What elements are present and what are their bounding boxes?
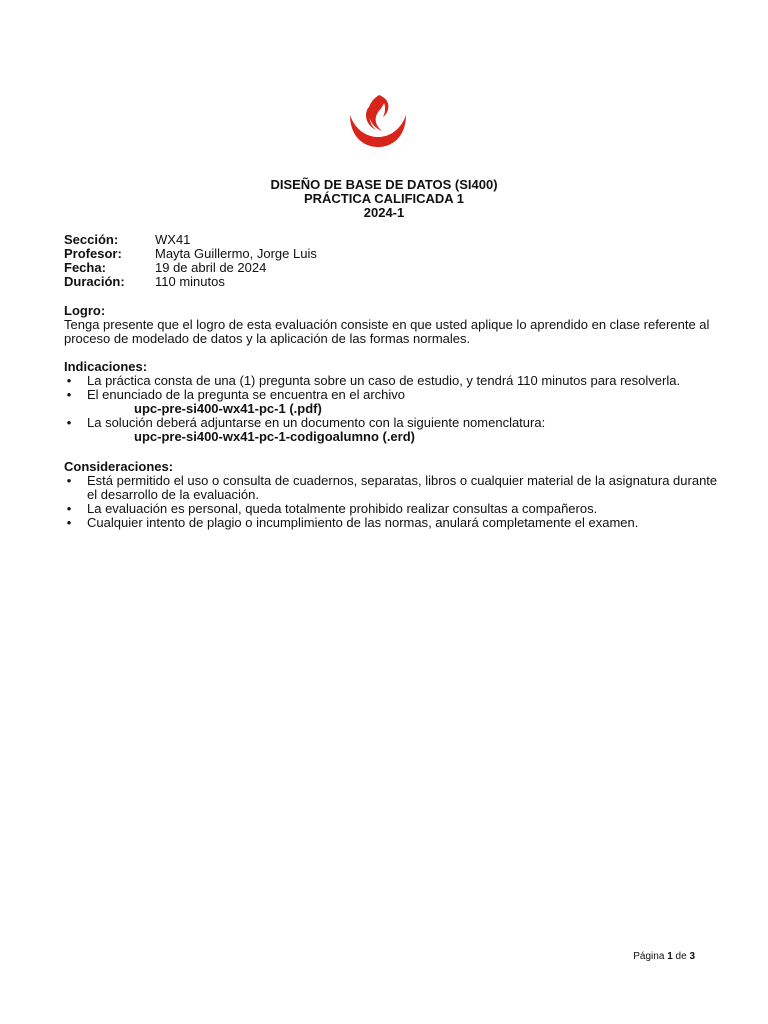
indicaciones-list [64, 374, 724, 444]
bullet-icon: • [66, 473, 72, 488]
list-item-text: El enunciado de la pregunta se encuentra en el archivo [87, 387, 405, 402]
seccion-value: WX41 [155, 232, 191, 247]
list-item-text: Está permitido el uso o consulta de cuadernos, separatas, libros o cualquier material de la asignatura durante el desarrollo de la evaluación. [87, 473, 718, 502]
bullet-icon: • [66, 373, 72, 388]
fecha-label: Fecha: [64, 260, 106, 275]
profesor-row [64, 247, 317, 261]
indicaciones-section [64, 360, 724, 444]
seccion-label: Sección: [64, 232, 119, 247]
bullet-icon: • [66, 387, 72, 402]
exam-info [64, 233, 317, 289]
duracion-label: Duración: [64, 274, 125, 289]
list-item-text: La solución deberá adjuntarse en un documento con la siguiente nomenclatura: [87, 415, 546, 430]
consideraciones-list [64, 474, 724, 530]
document-title [0, 178, 768, 220]
list-item [64, 416, 724, 444]
list-item [64, 474, 724, 502]
course-title: DISEÑO DE BASE DE DATOS (SI400) [270, 177, 498, 192]
duracion-value: 110 minutos [155, 274, 225, 289]
profesor-label: Profesor: [64, 246, 122, 261]
bullet-icon: • [66, 415, 72, 430]
logro-heading: Logro: [64, 303, 106, 318]
duracion-row [64, 275, 317, 289]
logro-section [64, 304, 724, 346]
list-item-text: La evaluación es personal, queda totalmente prohibido realizar consultas a compañeros. [87, 501, 598, 516]
erd-filename: upc-pre-si400-wx41-pc-1-codigoalumno (.erd) [134, 429, 415, 444]
list-item [64, 374, 724, 388]
page-word: Página [633, 951, 665, 962]
list-item [64, 502, 724, 516]
page-number [633, 951, 695, 963]
fecha-row [64, 261, 317, 275]
total-pages: 3 [689, 951, 695, 962]
fecha-value: 19 de abril de 2024 [155, 260, 267, 275]
consideraciones-section [64, 460, 724, 530]
bullet-icon: • [66, 515, 72, 530]
term-title: 2024-1 [363, 205, 405, 220]
indicaciones-heading: Indicaciones: [64, 359, 148, 374]
list-item [64, 388, 724, 416]
list-item-text: La práctica consta de una (1) pregunta sobre un caso de estudio, y tendrá 110 minutos para resolverla. [87, 373, 681, 388]
profesor-value: Mayta Guillermo, Jorge Luis [155, 246, 317, 261]
of-word: de [675, 951, 687, 962]
bullet-icon: • [66, 501, 72, 516]
current-page: 1 [667, 951, 673, 962]
upc-logo-icon [346, 93, 410, 149]
list-item-text: Cualquier intento de plagio o incumplimiento de las normas, anulará completamente el examen. [87, 515, 639, 530]
logro-text: Tenga presente que el logro de esta evaluación consiste en que usted aplique lo aprendido en clase referente al proceso de modelado de datos y la aplicación de las formas normales. [64, 317, 710, 346]
list-item [64, 516, 724, 530]
exam-title: PRÁCTICA CALIFICADA 1 [303, 191, 465, 206]
pdf-filename: upc-pre-si400-wx41-pc-1 (.pdf) [134, 401, 322, 416]
consideraciones-heading: Consideraciones: [64, 459, 174, 474]
seccion-row [64, 233, 317, 247]
